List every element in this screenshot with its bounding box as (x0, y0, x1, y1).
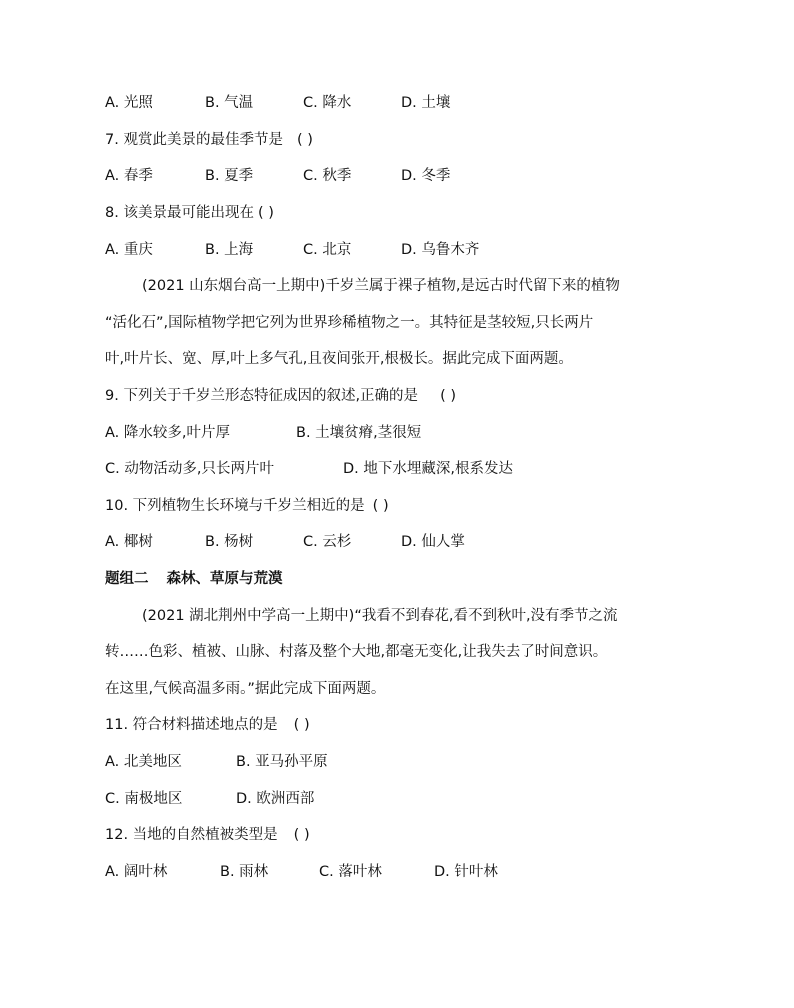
section-label: 题组二 (105, 571, 149, 587)
passage-1-line-2: “活化石”,国际植物学把它列为世界珍稀植物之一。其特征是茎较短,只长两片 (105, 315, 594, 331)
q7-option-c: C. 秋季 (303, 168, 352, 184)
q7-text: 7. 观赏此美景的最佳季节是 (105, 132, 283, 148)
q8-stem (105, 203, 274, 223)
q10-stem (105, 496, 389, 516)
q7-option-d: D. 冬季 (401, 168, 451, 184)
q7-option-b: B. 夏季 (205, 168, 254, 184)
q12-text: 12. 当地的自然植被类型是 (105, 827, 278, 843)
q9-stem (105, 386, 456, 406)
q11-answer-blank: ( ) (293, 717, 310, 733)
passage-2-line-1: (2021 湖北荆州中学高一上期中)“我看不到春花,看不到秋叶,没有季节之流 (142, 608, 618, 624)
q10-option-a: A. 椰树 (105, 534, 153, 550)
q8-option-d: D. 乌鲁木齐 (401, 242, 480, 258)
passage-2-line-3: 在这里,气候高温多雨。”据此完成下面两题。 (105, 681, 386, 697)
q7-answer-blank: ( ) (296, 132, 313, 148)
q12-option-b: B. 雨林 (220, 864, 269, 880)
q7-option-a: A. 春季 (105, 168, 153, 184)
q12-option-a: A. 阔叶林 (105, 864, 168, 880)
q9-option-d: D. 地下水埋藏深,根系发达 (343, 461, 513, 477)
q12-option-c: C. 落叶林 (319, 864, 382, 880)
q10-answer-blank: ( ) (372, 498, 389, 514)
q6-option-a: A. 光照 (105, 95, 153, 111)
q11-option-a: A. 北美地区 (105, 754, 182, 770)
q10-option-d: D. 仙人掌 (401, 534, 465, 550)
q12-answer-blank: ( ) (293, 827, 310, 843)
q12-option-d: D. 针叶林 (434, 864, 498, 880)
q9-text: 9. 下列关于千岁兰形态特征成因的叙述,正确的是 (105, 388, 419, 404)
q9-answer-blank: ( ) (440, 388, 456, 404)
q7-stem (105, 130, 313, 150)
q9-option-c: C. 动物活动多,只长两片叶 (105, 461, 274, 477)
q9-option-a: A. 降水较多,叶片厚 (105, 425, 230, 441)
q11-option-d: D. 欧洲西部 (236, 791, 315, 807)
passage-1-line-3: 叶,叶片长、宽、厚,叶上多气孔,且夜间张开,根极长。据此完成下面两题。 (105, 351, 573, 367)
q12-stem (105, 825, 310, 845)
q10-text: 10. 下列植物生长环境与千岁兰相近的是 (105, 498, 365, 514)
q8-option-b: B. 上海 (205, 242, 254, 258)
q9-option-b: B. 土壤贫瘠,茎很短 (296, 425, 422, 441)
q10-option-c: C. 云杉 (303, 534, 352, 550)
q11-text: 11. 符合材料描述地点的是 (105, 717, 278, 733)
q11-stem (105, 715, 310, 735)
q11-option-c: C. 南极地区 (105, 791, 183, 807)
section-title: 森林、草原与荒漠 (166, 571, 283, 587)
q6-option-d: D. 土壤 (401, 95, 451, 111)
q6-option-c: C. 降水 (303, 95, 352, 111)
q8-option-c: C. 北京 (303, 242, 352, 258)
q8-option-a: A. 重庆 (105, 242, 153, 258)
q6-option-b: B. 气温 (205, 95, 254, 111)
passage-1-line-1: (2021 山东烟台高一上期中)千岁兰属于裸子植物,是远古时代留下来的植物 (142, 278, 620, 294)
q8-text: 8. 该美景最可能出现在 (105, 205, 254, 221)
q10-option-b: B. 杨树 (205, 534, 254, 550)
q11-option-b: B. 亚马孙平原 (236, 754, 328, 770)
passage-2-line-2: 转……色彩、植被、山脉、村落及整个大地,都毫无变化,让我失去了时间意识。 (105, 644, 608, 660)
q8-answer-blank: ( ) (257, 205, 274, 221)
section-heading (105, 569, 283, 589)
